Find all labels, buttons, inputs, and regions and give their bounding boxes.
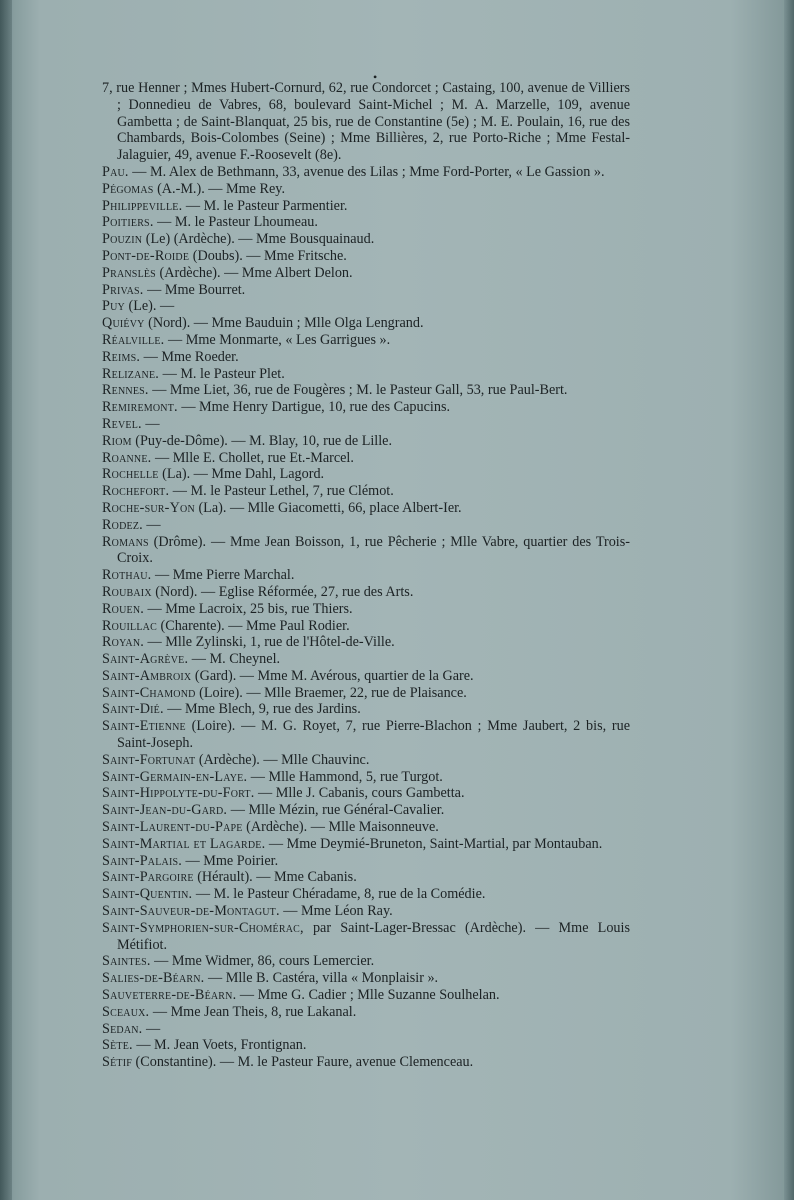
- entry-text: — Mme Jean Theis, 8, rue Lakanal.: [149, 1003, 357, 1020]
- entry-text: — M. le Pasteur Lhoumeau.: [153, 214, 318, 231]
- list-entry: [102, 382, 630, 399]
- list-entry: [102, 853, 630, 870]
- entry-text: (Loire). — Mlle Braemer, 22, rue de Plaisance.: [195, 684, 467, 701]
- list-entry: [102, 819, 630, 836]
- entry-text: — Mme Widmer, 86, cours Lemercier.: [150, 953, 375, 970]
- list-entry: [102, 1054, 630, 1071]
- place-name: Saint-Symphorien-sur-Chomérac,: [102, 919, 304, 936]
- page-mark: •: [373, 70, 378, 84]
- place-name: Roanne.: [102, 449, 152, 466]
- place-name: Rouen.: [102, 600, 144, 617]
- list-entry: [102, 164, 630, 181]
- list-entry: [102, 802, 630, 819]
- list-entry: [102, 701, 630, 718]
- entry-text: (Loire). — M. G. Royet, 7, rue Pierre-Blachon ; Mme Jaubert, 2 bis, rue Saint-Joseph.: [117, 718, 630, 752]
- address-list: [102, 80, 630, 1071]
- list-entry: [102, 198, 630, 215]
- entry-text: — Mme Poirier.: [181, 852, 279, 869]
- list-entry: [102, 970, 630, 987]
- entry-text: (Nord). — Mme Bauduin ; Mlle Olga Lengrand.: [144, 315, 424, 332]
- entry-text: — Mlle Zylinski, 1, rue de l'Hôtel-de-Ville.: [144, 634, 395, 651]
- entry-text: (Le) (Ardèche). — Mme Bousquainaud.: [142, 231, 375, 248]
- list-entry: [102, 1021, 630, 1038]
- entry-text: — Mme Henry Dartigue, 10, rue des Capucins.: [177, 399, 451, 416]
- list-entry: [102, 836, 630, 853]
- entry-text: —: [142, 1020, 161, 1037]
- list-entry: [102, 315, 630, 332]
- place-name: Pont-de-Roide: [102, 247, 190, 264]
- place-name: Puy: [102, 298, 125, 315]
- list-entry: [102, 1037, 630, 1054]
- entry-text: (Ardèche). — Mme Albert Delon.: [155, 264, 353, 281]
- entry-text: (La). — Mlle Giacometti, 66, place Albert-Ier.: [194, 499, 462, 516]
- entry-text: — Mlle Hammond, 5, rue Turgot.: [247, 768, 443, 785]
- place-name: Pégomas: [102, 180, 154, 197]
- list-entry: [102, 248, 630, 265]
- entry-text: — M. le Pasteur Chéradame, 8, rue de la Comédie.: [192, 886, 486, 903]
- entry-text: (Drôme). — Mme Jean Boisson, 1, rue Pêcherie ; Mlle Vabre, quartier des Trois-Croix.: [117, 533, 630, 567]
- entry-text: — Mme Deymié-Bruneton, Saint-Martial, par Montauban.: [265, 835, 603, 852]
- list-entry: [102, 450, 630, 467]
- entry-text: — M. Cheynel.: [188, 651, 281, 668]
- place-name: Poitiers.: [102, 214, 154, 231]
- list-entry: [102, 618, 630, 635]
- list-entry: [102, 651, 630, 668]
- place-name: Roche-sur-Yon: [102, 499, 195, 516]
- entry-text: — M. Alex de Bethmann, 33, avenue des Lilas ; Mme Ford-Porter, « Le Gassion ».: [128, 163, 605, 180]
- place-name: Rodez.: [102, 516, 143, 533]
- place-name: Saint-Ambroix: [102, 667, 192, 684]
- entry-text: (La). — Mme Dahl, Lagord.: [158, 466, 325, 483]
- entry-text: — Mme Léon Ray.: [279, 903, 393, 920]
- entry-text: par Saint-Lager-Bressac (Ardèche). — Mme Louis Métifiot.: [117, 919, 630, 953]
- place-name: Saint-Sauveur-de-Montagut.: [102, 903, 280, 920]
- place-name: Privas.: [102, 281, 144, 298]
- place-name: Quiévy: [102, 315, 145, 332]
- place-name: Rochefort.: [102, 483, 170, 500]
- place-name: Saint-Palais.: [102, 852, 182, 869]
- place-name: Philippeville.: [102, 197, 183, 214]
- entry-text: 7, rue Henner ; Mmes Hubert-Cornurd, 62, rue Condorcet ; Castaing, 100, avenue de Villiers ; Donnedieu de Vabres, 68, boulevard Saint-Michel ; M. A. Marzelle, 109, avenue Gambetta ; de Saint-Blanquat, 25 bis, rue de Constantine (5e) ; M. E. Poulain, 16, rue des Chambards, Bois-Colombes (Seine) ; Mme Billières, 2, rue Porto-Riche ; Mme Festal-Jalaguier, 49, avenue F.-Roosevelt (8e).: [102, 80, 630, 164]
- list-entry: [102, 903, 630, 920]
- list-entry: [102, 886, 630, 903]
- list-entry: [102, 685, 630, 702]
- place-name: Saintes.: [102, 953, 151, 970]
- entry-text: — M. Jean Voets, Frontignan.: [132, 1037, 307, 1054]
- place-name: Pranslès: [102, 264, 156, 281]
- place-name: Sétif: [102, 1054, 132, 1071]
- place-name: Rothau.: [102, 567, 152, 584]
- entry-text: (Doubs). — Mme Fritsche.: [189, 247, 347, 264]
- entry-text: — Mme Bourret.: [143, 281, 246, 298]
- place-name: Pau.: [102, 163, 129, 180]
- place-name: Saint-Jean-du-Gard.: [102, 802, 228, 819]
- entry-text: (Le). —: [124, 298, 175, 315]
- place-name: Rennes.: [102, 382, 149, 399]
- place-name: Saint-Hippolyte-du-Fort.: [102, 785, 255, 802]
- list-entry: [102, 517, 630, 534]
- entry-text: — M. le Pasteur Lethel, 7, rue Clémot.: [169, 483, 394, 500]
- entry-text: (A.-M.). — Mme Rey.: [153, 180, 286, 197]
- list-entry: [102, 920, 630, 954]
- list-entry: [102, 769, 630, 786]
- list-entry: [102, 668, 630, 685]
- entry-text: (Nord). — Eglise Réformée, 27, rue des Arts.: [151, 583, 414, 600]
- list-entry: [102, 718, 630, 752]
- place-name: Sète.: [102, 1037, 133, 1054]
- entry-text: — Mlle B. Castéra, villa « Monplaisir ».: [204, 970, 439, 987]
- entry-text: (Gard). — Mme M. Avérous, quartier de la Gare.: [191, 667, 474, 684]
- place-name: Saint-Germain-en-Laye.: [102, 768, 248, 785]
- list-entry: [102, 869, 630, 886]
- entry-text: — Mme Roeder.: [140, 348, 239, 365]
- list-entry: [102, 416, 630, 433]
- place-name: Sauveterre-de-Béarn.: [102, 987, 237, 1004]
- list-entry: [102, 80, 630, 164]
- place-name: Saint-Pargoire: [102, 869, 194, 886]
- place-name: Réalville.: [102, 331, 165, 348]
- place-name: Pouzin: [102, 231, 143, 248]
- place-name: Sceaux.: [102, 1003, 150, 1020]
- place-name: Remiremont.: [102, 399, 178, 416]
- entry-text: — M. le Pasteur Parmentier.: [182, 197, 348, 214]
- entry-text: (Charente). — Mme Paul Rodier.: [156, 617, 350, 634]
- list-entry: [102, 181, 630, 198]
- list-entry: [102, 366, 630, 383]
- entry-text: — Mme Pierre Marchal.: [151, 567, 295, 584]
- place-name: Romans: [102, 533, 149, 550]
- list-entry: [102, 433, 630, 450]
- place-name: Reims.: [102, 348, 141, 365]
- list-entry: [102, 953, 630, 970]
- list-entry: [102, 483, 630, 500]
- place-name: Saint-Quentin.: [102, 886, 193, 903]
- entry-text: —: [141, 415, 160, 432]
- list-entry: [102, 298, 630, 315]
- list-entry: [102, 282, 630, 299]
- place-name: Saint-Fortunat: [102, 751, 196, 768]
- place-name: Roubaix: [102, 583, 152, 600]
- place-name: Saint-Martial et Lagarde.: [102, 835, 266, 852]
- list-entry: [102, 332, 630, 349]
- place-name: Revel.: [102, 415, 142, 432]
- entry-text: —: [142, 516, 161, 533]
- entry-text: — M. le Pasteur Plet.: [159, 365, 285, 382]
- entry-text: (Hérault). — Mme Cabanis.: [193, 869, 357, 886]
- list-entry: [102, 601, 630, 618]
- list-entry: [102, 399, 630, 416]
- list-entry: [102, 752, 630, 769]
- entry-text: — Mlle E. Chollet, rue Et.-Marcel.: [151, 449, 354, 466]
- list-entry: [102, 500, 630, 517]
- list-entry: [102, 534, 630, 568]
- page-right-edge: [784, 0, 794, 1200]
- place-name: Saint-Chamond: [102, 684, 196, 701]
- entry-text: — Mme Monmarte, « Les Garrigues ».: [164, 331, 391, 348]
- place-name: Saint-Etienne: [102, 718, 186, 735]
- place-name: Salies-de-Béarn.: [102, 970, 205, 987]
- entry-text: — Mme Lacroix, 25 bis, rue Thiers.: [143, 600, 353, 617]
- place-name: Rouillac: [102, 617, 157, 634]
- list-entry: [102, 785, 630, 802]
- place-name: Saint-Agrève.: [102, 651, 189, 668]
- entry-text: — Mlle J. Cabanis, cours Gambetta.: [254, 785, 465, 802]
- list-entry: [102, 214, 630, 231]
- place-name: Rochelle: [102, 466, 159, 483]
- list-entry: [102, 349, 630, 366]
- entry-text: — Mme Blech, 9, rue des Jardins.: [163, 701, 361, 718]
- list-entry: [102, 466, 630, 483]
- entry-text: (Ardèche). — Mlle Maisonneuve.: [242, 819, 439, 836]
- list-entry: [102, 584, 630, 601]
- place-name: Relizane.: [102, 365, 160, 382]
- entry-text: (Puy-de-Dôme). — M. Blay, 10, rue de Lille.: [131, 432, 393, 449]
- list-entry: [102, 265, 630, 282]
- list-entry: [102, 1004, 630, 1021]
- entry-text: (Constantine). — M. le Pasteur Faure, avenue Clemenceau.: [132, 1054, 474, 1071]
- place-name: Saint-Dié.: [102, 701, 164, 718]
- list-entry: [102, 987, 630, 1004]
- page-left-edge: [0, 0, 12, 1200]
- entry-text: (Ardèche). — Mlle Chauvinc.: [195, 751, 370, 768]
- list-entry: [102, 567, 630, 584]
- list-entry: [102, 634, 630, 651]
- entry-text: — Mlle Mézin, rue Général-Cavalier.: [227, 802, 445, 819]
- place-name: Riom: [102, 432, 132, 449]
- entry-text: — Mme Liet, 36, rue de Fougères ; M. le Pasteur Gall, 53, rue Paul-Bert.: [148, 382, 568, 399]
- place-name: Saint-Laurent-du-Pape: [102, 819, 243, 836]
- place-name: Royan.: [102, 634, 144, 651]
- entry-text: — Mme G. Cadier ; Mlle Suzanne Soulhelan.: [236, 987, 500, 1004]
- place-name: Sedan.: [102, 1020, 143, 1037]
- list-entry: [102, 231, 630, 248]
